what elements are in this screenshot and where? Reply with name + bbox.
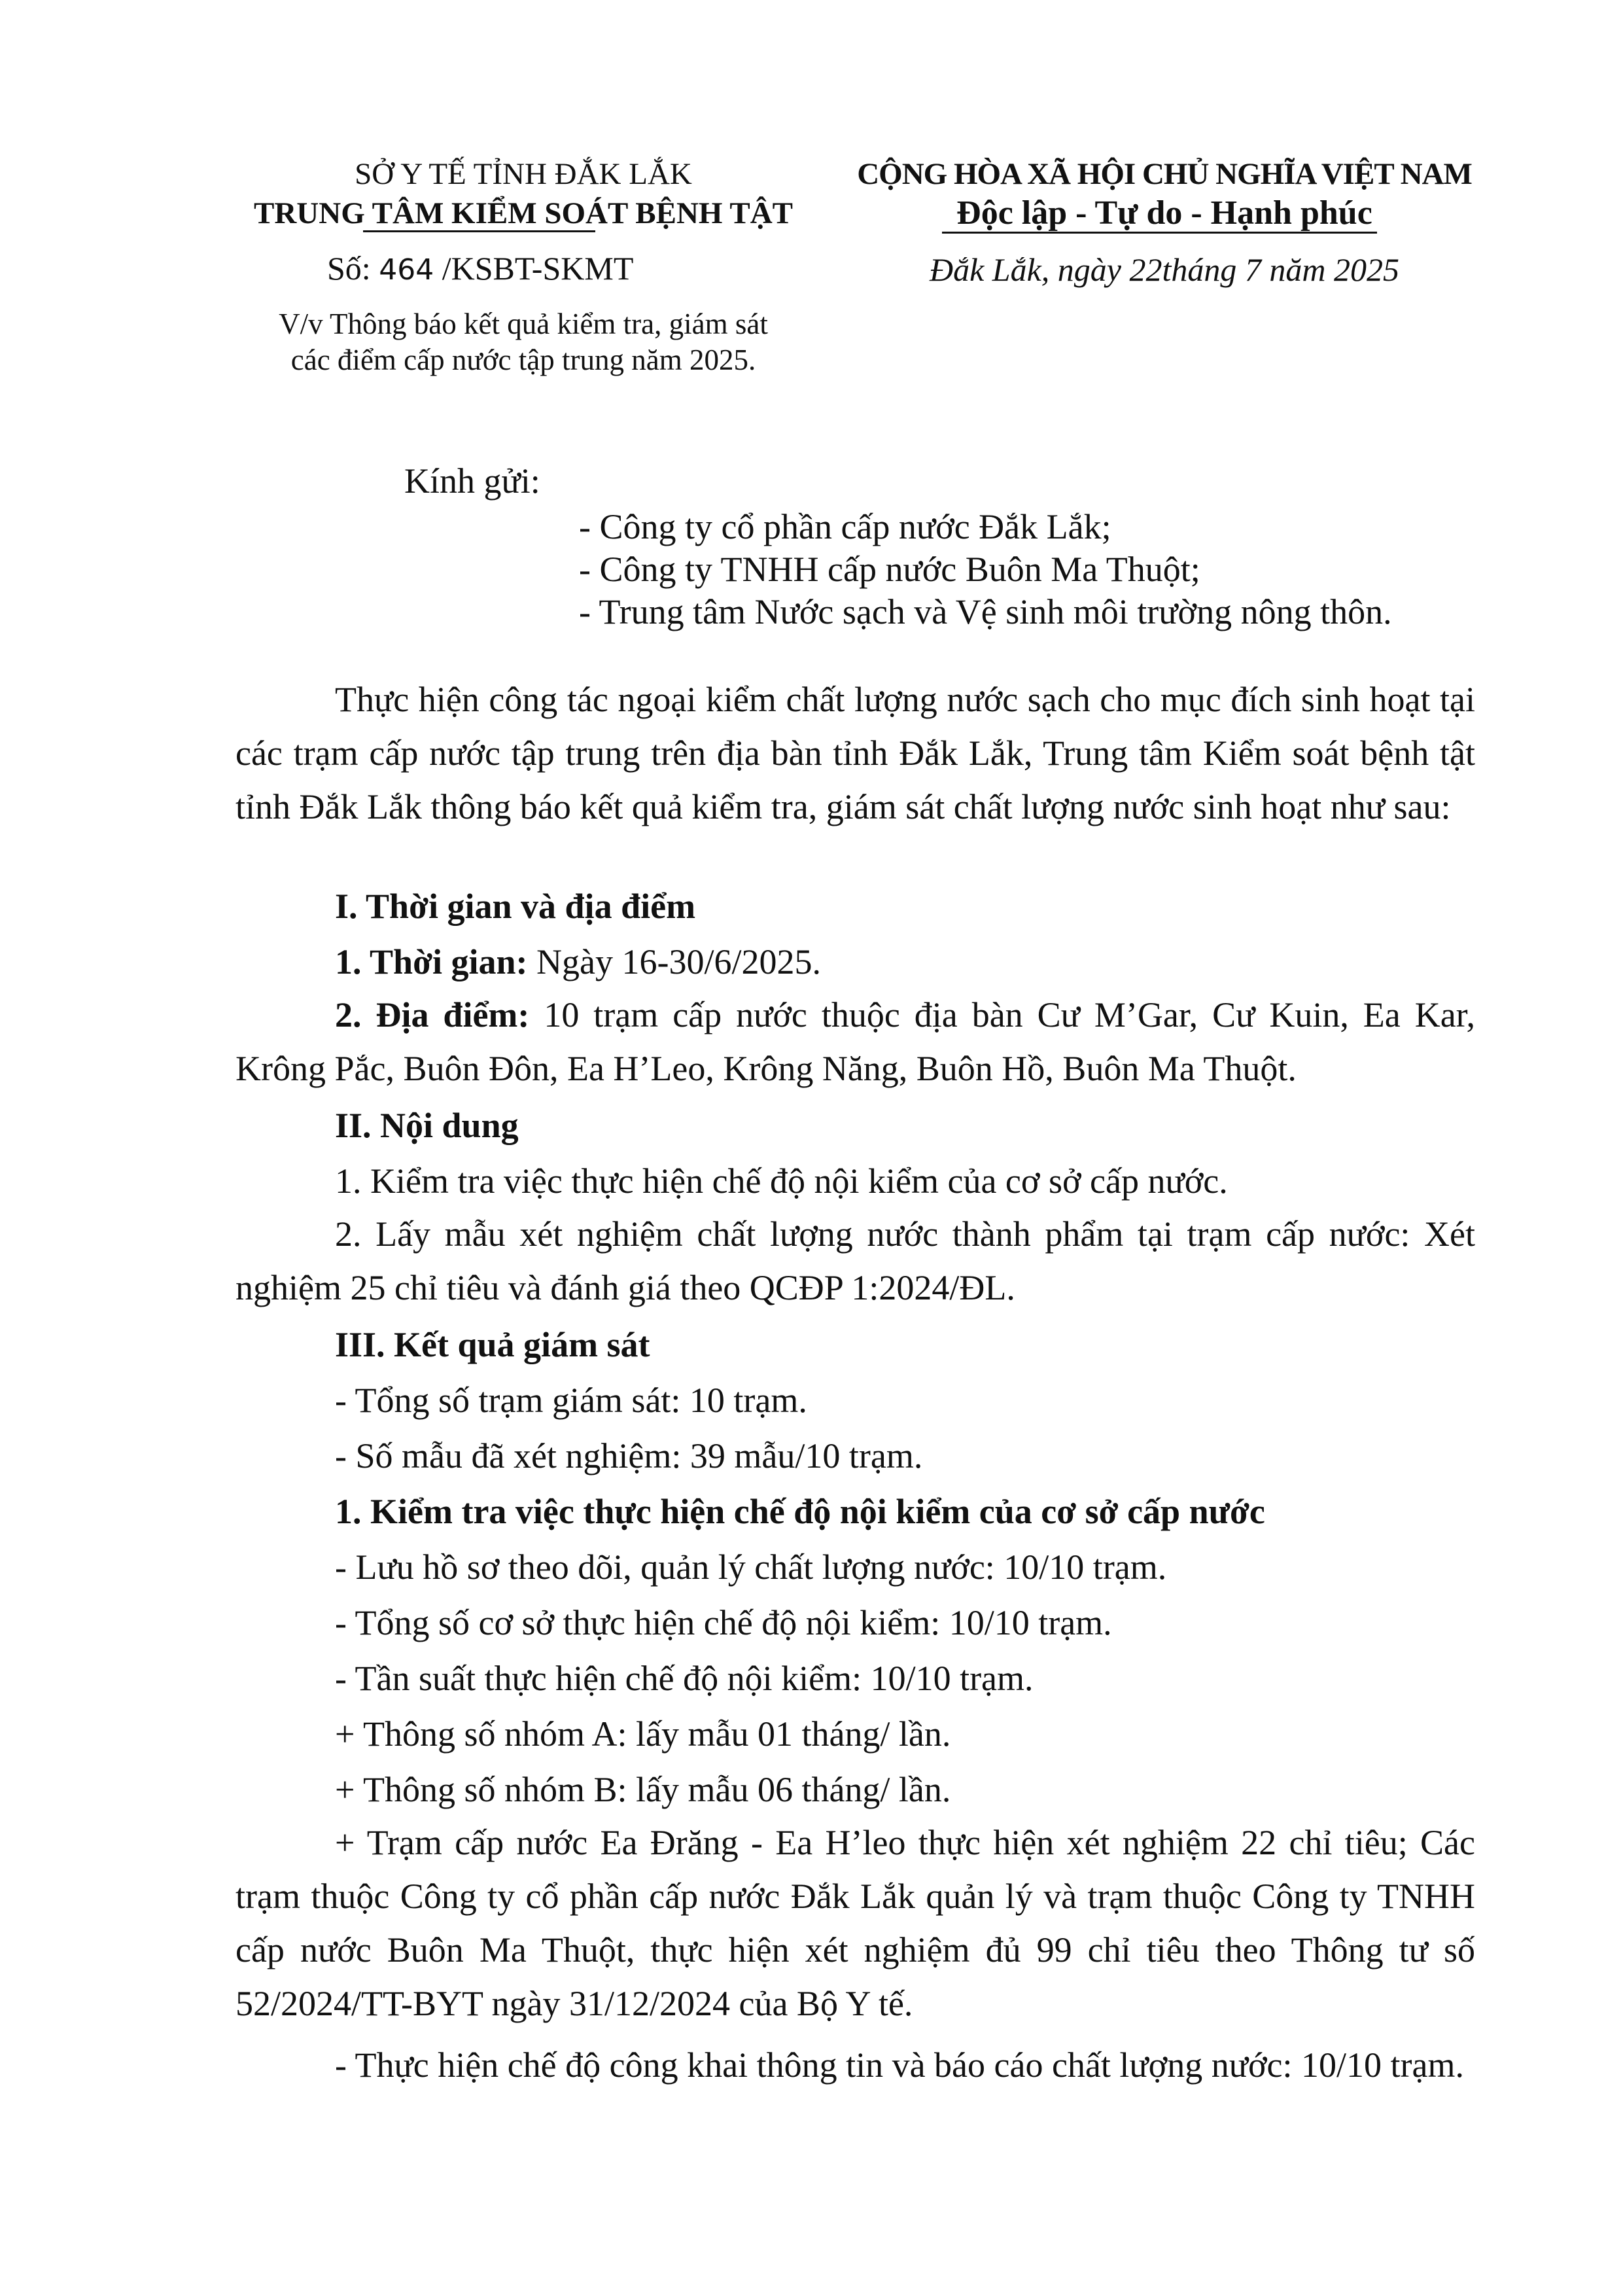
place-label: 2. Địa điểm: bbox=[335, 995, 530, 1034]
total-stations: - Tổng số trạm giám sát: 10 trạm. bbox=[335, 1381, 807, 1420]
records-line: - Lưu hồ sơ theo dõi, quản lý chất lượng nước: 10/10 trạm. bbox=[335, 1547, 1167, 1587]
content-item-2: 2. Lấy mẫu xét nghiệm chất lượng nước thành phẩm tại trạm cấp nước: Xét nghiệm 25 chỉ tiêu và đánh giá theo QCĐP 1:2024/ĐL. bbox=[236, 1214, 1475, 1307]
doc-number-prefix: Số: bbox=[327, 250, 371, 287]
facilities-line: - Tổng số cơ sở thực hiện chế độ nội kiểm: 10/10 trạm. bbox=[335, 1603, 1112, 1642]
place-paragraph bbox=[236, 988, 1475, 1095]
organization-underline bbox=[363, 230, 595, 232]
country-name: CỘNG HÒA XÃ HỘI CHỦ NGHĨA VIỆT NAM bbox=[857, 157, 1472, 191]
section-2-heading: II. Nội dung bbox=[335, 1106, 519, 1145]
recipient-item: - Công ty TNHH cấp nước Buôn Ma Thuột; bbox=[579, 550, 1200, 589]
organization-name: TRUNG TÂM KIỂM SOÁT BỆNH TẬT bbox=[254, 196, 793, 230]
recipient-item: - Trung tâm Nước sạch và Vệ sinh môi trường nông thôn. bbox=[579, 592, 1392, 631]
time-line bbox=[335, 942, 821, 981]
time-value: Ngày 16-30/6/2025. bbox=[527, 942, 821, 981]
disclosure-paragraph: - Thực hiện chế độ công khai thông tin và báo cáo chất lượng nước: 10/10 trạm. bbox=[335, 2045, 1464, 2085]
motto-underline bbox=[942, 232, 1377, 234]
section-1-heading: I. Thời gian và địa điểm bbox=[335, 887, 696, 926]
ea-drang-paragraph: + Trạm cấp nước Ea Đrăng - Ea H’leo thực hiện xét nghiệm 22 chỉ tiêu; Các trạm thuộc Công ty cổ phần cấp nước Đắk Lắk quản lý và trạm thuộc Công ty TNHH cấp nước Buôn Ma Thuột, thực hiện xét nghiệm đủ 99 chỉ tiêu theo Thông tư số 52/2024/TT-BYT ngày 31/12/2024 của Bộ Y tế. bbox=[236, 1823, 1475, 2023]
department-name: SỞ Y TẾ TỈNH ĐẮK LẮK bbox=[355, 157, 692, 191]
place-value: 10 trạm cấp nước thuộc địa bàn Cư M’Gar, Cư Kuin, Ea Kar, Krông Pắc, Buôn Đôn, Ea H’Leo, Krông Năng, Buôn Hồ, Buôn Ma Thuột. bbox=[236, 995, 1476, 1088]
recipient-item: - Công ty cổ phần cấp nước Đắk Lắk; bbox=[579, 507, 1111, 546]
document-number bbox=[327, 249, 633, 290]
intro-paragraph: Thực hiện công tác ngoại kiểm chất lượng nước sạch cho mục đích sinh hoạt tại các trạm cấp nước tập trung trên địa bàn tỉnh Đắk Lắk, Trung tâm Kiểm soát bệnh tật tỉnh Đắk Lắk thông báo kết quả kiểm tra, giám sát chất lượng nước sinh hoạt như sau: bbox=[236, 680, 1475, 826]
time-label: 1. Thời gian: bbox=[335, 942, 528, 981]
content-item-1: 1. Kiểm tra việc thực hiện chế độ nội kiểm của cơ sở cấp nước. bbox=[335, 1161, 1228, 1201]
group-b-line: + Thông số nhóm B: lấy mẫu 06 tháng/ lần. bbox=[335, 1770, 951, 1809]
subject-line-1: V/v Thông báo kết quả kiểm tra, giám sát bbox=[279, 308, 768, 340]
section-3-heading: III. Kết quả giám sát bbox=[335, 1325, 650, 1364]
doc-number-value: 464 bbox=[379, 253, 434, 287]
total-samples: - Số mẫu đã xét nghiệm: 39 mẫu/10 trạm. bbox=[335, 1436, 923, 1475]
recipients-label: Kính gửi: bbox=[404, 461, 540, 501]
national-motto: Độc lập - Tự do - Hạnh phúc bbox=[956, 194, 1372, 232]
frequency-line: - Tần suất thực hiện chế độ nội kiểm: 10/10 trạm. bbox=[335, 1659, 1034, 1698]
doc-number-suffix: /KSBT-SKMT bbox=[442, 250, 634, 287]
place-and-date: Đắk Lắk, ngày 22tháng 7 năm 2025 bbox=[930, 251, 1399, 288]
subsection-1-heading: 1. Kiểm tra việc thực hiện chế độ nội kiểm của cơ sở cấp nước bbox=[335, 1492, 1265, 1531]
group-a-line: + Thông số nhóm A: lấy mẫu 01 tháng/ lần. bbox=[335, 1714, 951, 1754]
subject-line-2: các điểm cấp nước tập trung năm 2025. bbox=[290, 344, 756, 376]
